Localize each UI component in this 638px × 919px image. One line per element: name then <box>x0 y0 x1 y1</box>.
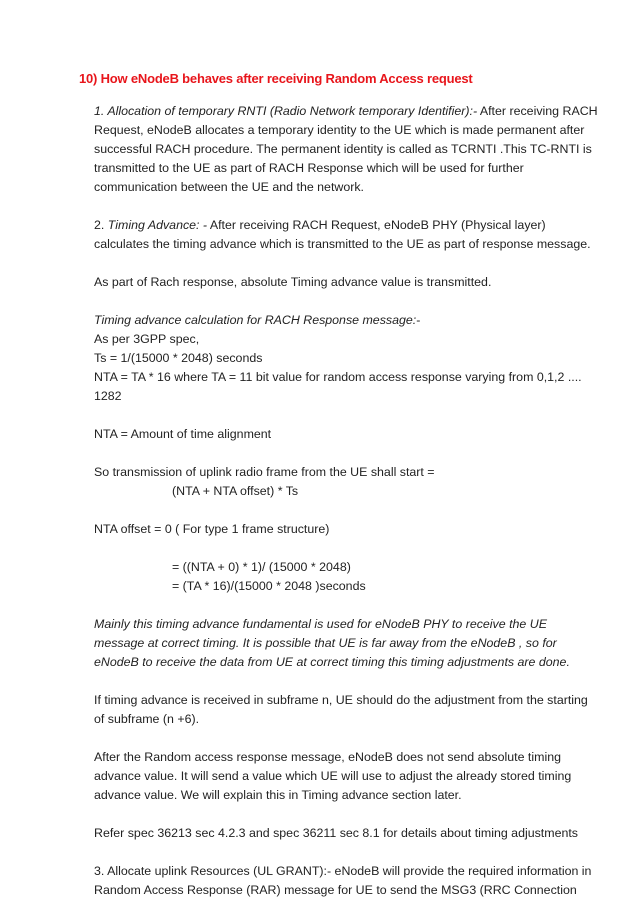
paragraph-rnti-allocation <box>94 102 598 197</box>
text-run: After receiving RACH <box>477 104 598 118</box>
paragraph-line: advance value. We will explain this in Timing advance section later. <box>94 788 462 802</box>
paragraph-line: 1282 <box>94 389 122 403</box>
formula-line: = ((NTA + 0) * 1)/ (15000 * 2048) <box>172 560 351 574</box>
paragraph-line: If timing advance is received in subframe n, UE should do the adjustment from the starting <box>94 693 588 707</box>
paragraph-line: NTA offset = 0 ( For type 1 frame structure) <box>94 522 330 536</box>
formula-line: = (TA * 16)/(15000 * 2048 )seconds <box>172 579 366 593</box>
paragraph-line: NTA = Amount of time alignment <box>94 427 272 441</box>
paragraph-line: of subframe (n +6). <box>94 712 200 726</box>
formula-line: (NTA + NTA offset) * Ts <box>172 484 299 498</box>
text-run: - <box>416 313 421 327</box>
paragraph-line: So transmission of uplink radio frame from the UE shall start = <box>94 465 435 479</box>
paragraph-rach-response <box>94 273 564 292</box>
paragraph-timing-advance <box>94 216 591 254</box>
paragraph-line: calculates the timing advance which is transmitted to the UE as part of response message. <box>94 237 591 251</box>
paragraph-line: eNodeB to receive the data from UE at correct timing this timing adjustments are done. <box>94 655 570 669</box>
paragraph-line: Refer spec 36213 sec 4.2.3 and spec 36211 sec 8.1 for details about timing adjustments <box>94 826 578 840</box>
italic-lead: Timing advance calculation for RACH Response message: <box>94 313 417 327</box>
paragraph-line: communication between the UE and the network. <box>94 180 364 194</box>
text-run: 2. <box>94 218 108 232</box>
paragraph-line: As per 3GPP spec, <box>94 332 200 346</box>
paragraph-nta-offset <box>94 520 564 539</box>
paragraph-line: Random Access Response (RAR) message for UE to send the MSG3 (RRC Connection <box>94 883 577 897</box>
paragraph-line <box>94 102 598 121</box>
paragraph-line: Request, eNodeB allocates a temporary identity to the UE which is made permanent after <box>94 123 585 137</box>
paragraph-line: successful RACH procedure. The permanent identity is called as TCRNTI .This TC-RNTI is <box>94 142 592 156</box>
paragraph-line: Mainly this timing advance fundamental is used for eNodeB PHY to receive the UE <box>94 617 547 631</box>
paragraph-ta-calculation <box>94 311 582 406</box>
paragraph-line: After the Random access response message, eNodeB does not send absolute timing <box>94 750 561 764</box>
italic-lead: 1. Allocation of temporary RNTI (Radio Network temporary Identifier):- <box>94 104 478 118</box>
paragraph-uplink-start <box>94 463 564 501</box>
paragraph-ta-purpose <box>94 615 570 672</box>
paragraph-line: advance value. It will send a value which UE will use to adjust the already stored timing <box>94 769 572 783</box>
paragraph-line: transmitted to the UE as part of RACH Response which will be used for further <box>94 161 524 175</box>
paragraph-line: message at correct timing. It is possible that UE is far away from the eNodeB , so for <box>94 636 557 650</box>
paragraph-line: 3. Allocate uplink Resources (UL GRANT):- eNodeB will provide the required information in <box>94 864 592 878</box>
paragraph-formula <box>94 558 564 596</box>
section-heading: 10) How eNodeB behaves after receiving Random Access request <box>79 71 473 86</box>
paragraph-relative-ta <box>94 748 572 805</box>
paragraph-line: Ts = 1/(15000 * 2048) seconds <box>94 351 263 365</box>
paragraph-spec-reference <box>94 824 578 843</box>
paragraph-line <box>94 311 564 330</box>
paragraph-line: As part of Rach response, absolute Timing advance value is transmitted. <box>94 275 492 289</box>
italic-lead: Timing Advance: - <box>107 218 208 232</box>
paragraph-line <box>94 216 564 235</box>
paragraph-subframe-adjustment <box>94 691 588 729</box>
paragraph-ul-grant <box>94 862 592 900</box>
paragraph-nta-definition <box>94 425 564 444</box>
paragraph-line: NTA = TA * 16 where TA = 11 bit value for random access response varying from 0,1,2 .... <box>94 370 582 384</box>
text-run: After receiving RACH Request, eNodeB PHY (Physical layer) <box>207 218 546 232</box>
document-body <box>94 102 598 919</box>
